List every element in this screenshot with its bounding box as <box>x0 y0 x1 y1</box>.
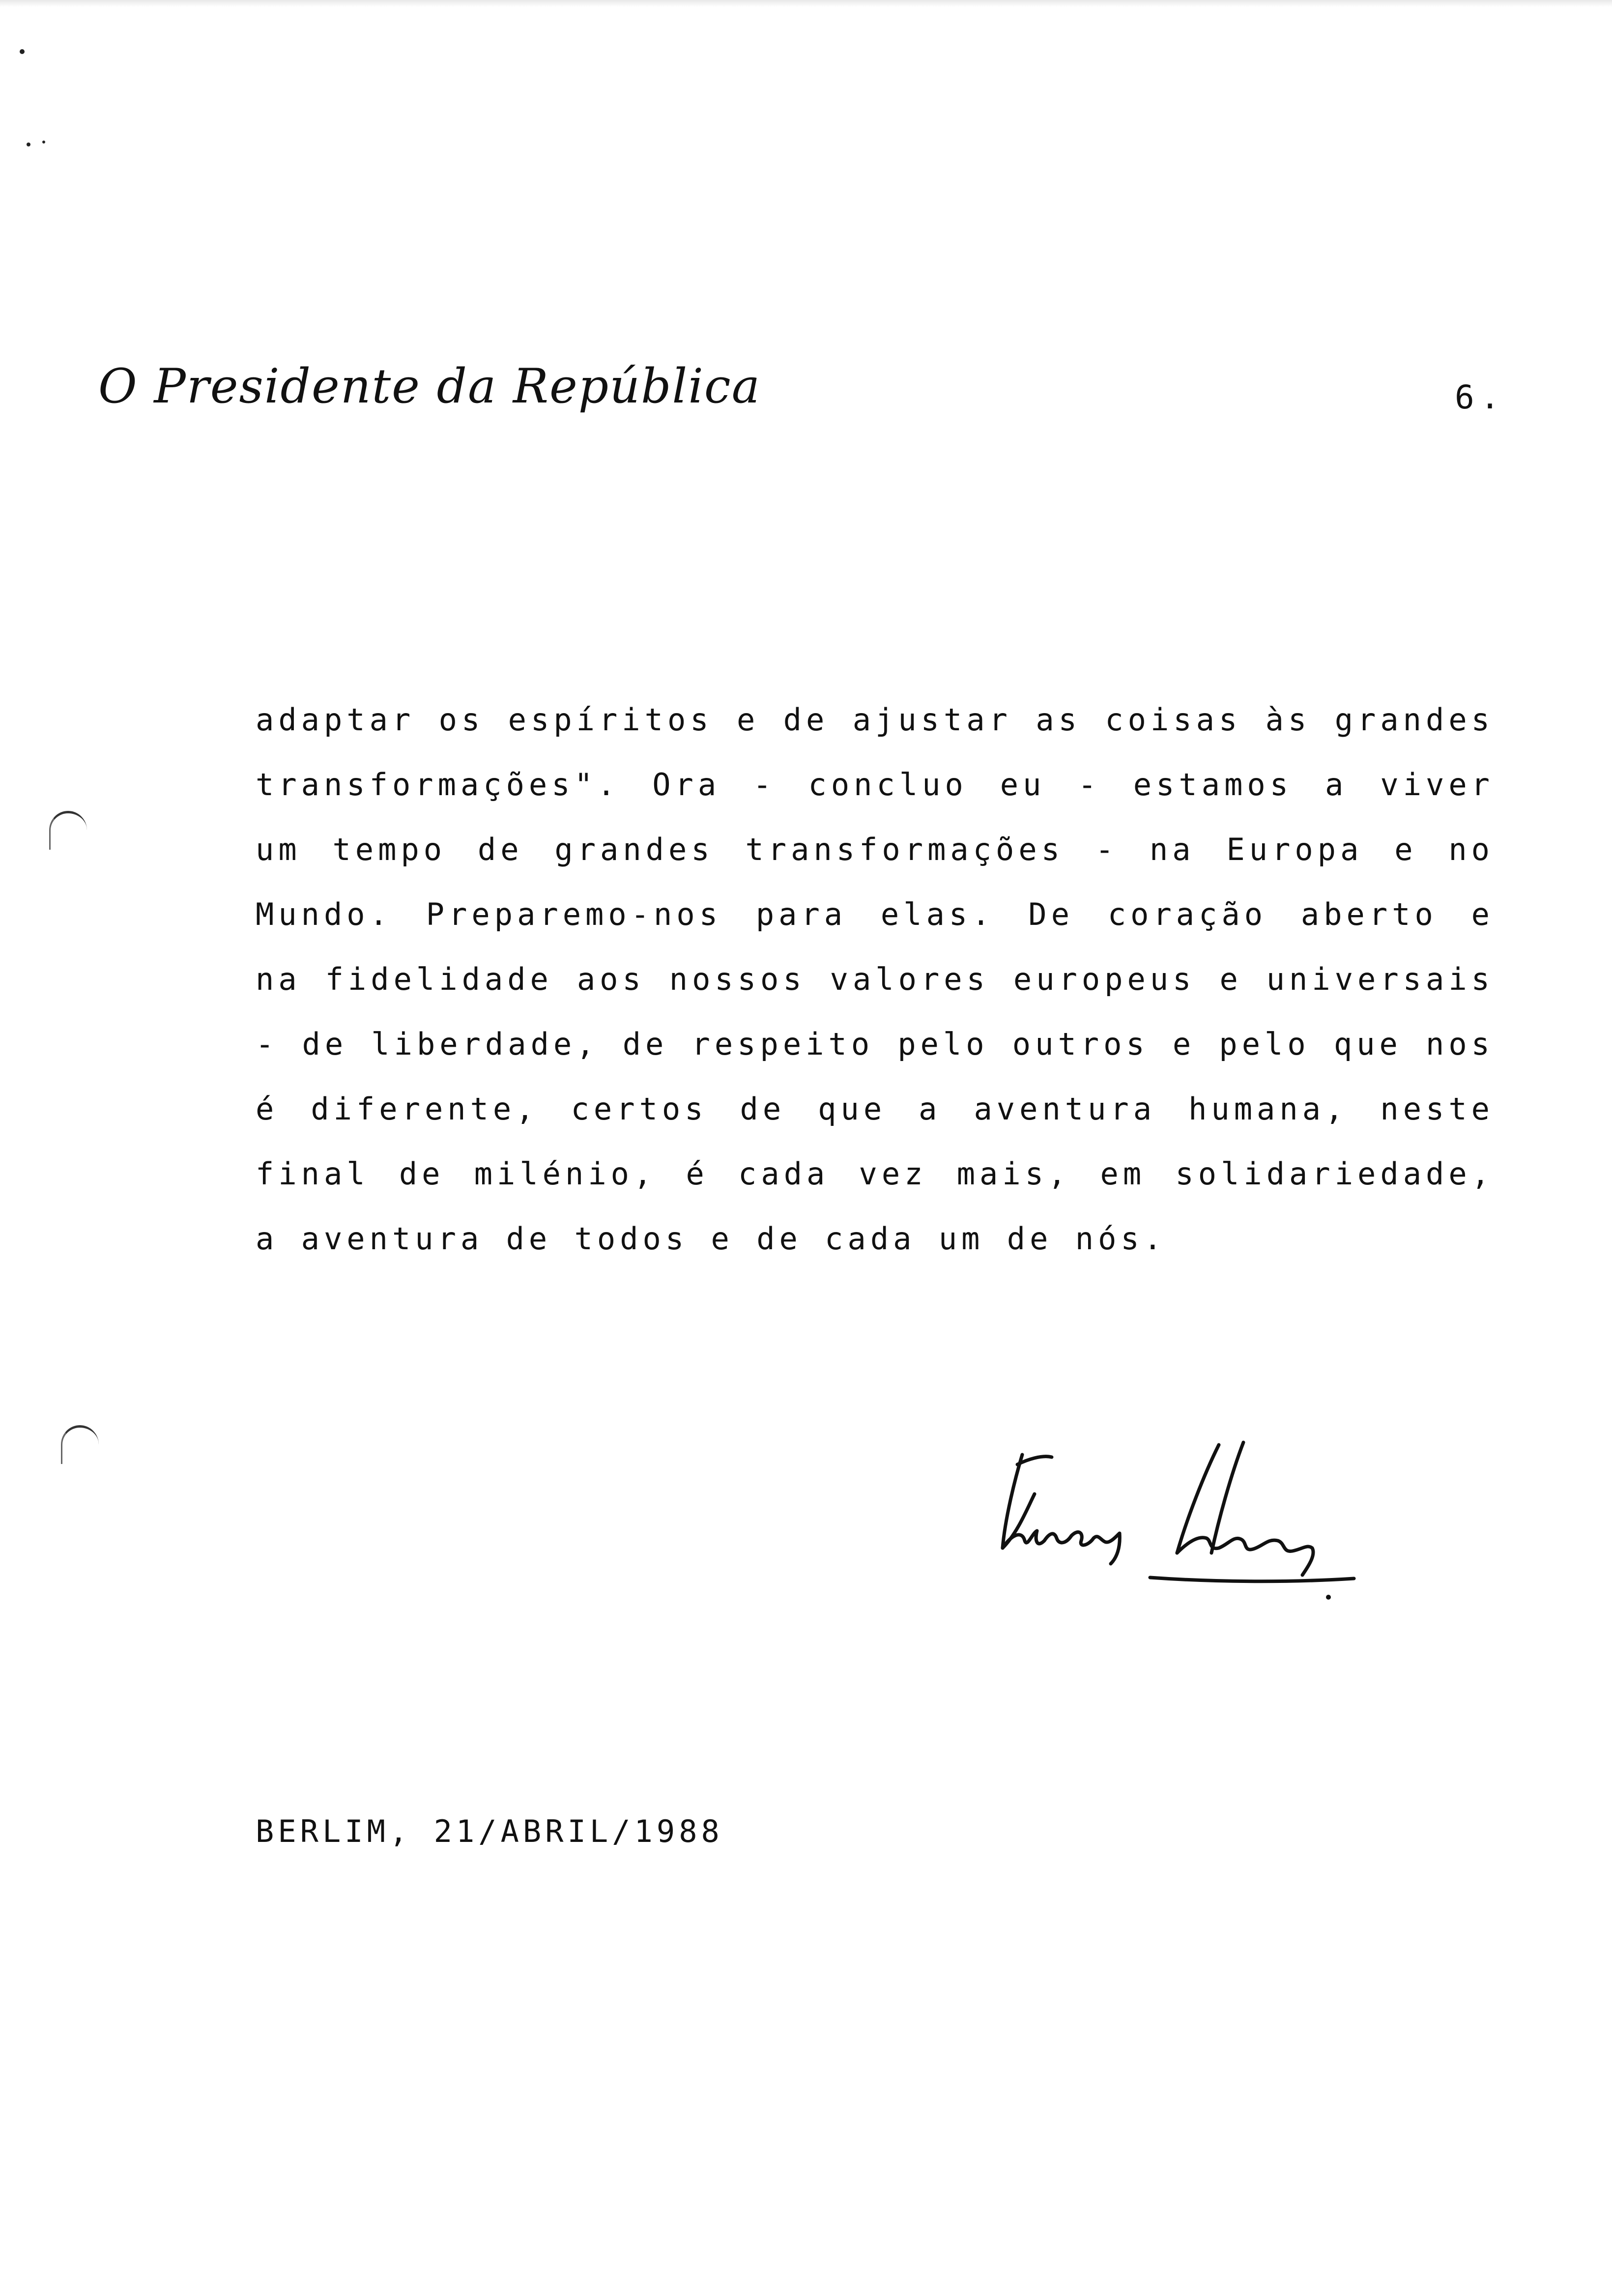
body-line: Mundo. Preparemo-nos para elas. De coração aberto e <box>256 896 1494 932</box>
body-line: na fidelidade aos nossos valores europeus e universais <box>256 961 1494 997</box>
handwritten-signature <box>988 1435 1361 1602</box>
letterhead-title: O Presidente da República <box>98 359 761 414</box>
scan-edge-shadow <box>0 0 1612 7</box>
punch-hole-mark <box>61 1425 99 1464</box>
body-line: transformações". Ora - concluo eu - estamos a viver <box>256 767 1494 803</box>
scan-speck <box>42 141 45 144</box>
page-number: 6. <box>1455 378 1506 416</box>
scan-speck <box>20 49 25 54</box>
body-line: - de liberdade, de respeito pelo outros e pelo que nos <box>256 1026 1494 1062</box>
body-line: é diferente, certos de que a aventura humana, neste <box>256 1091 1494 1127</box>
place-and-date: BERLIM, 21/ABRIL/1988 <box>256 1813 723 1849</box>
punch-hole-mark <box>49 811 87 850</box>
scan-speck <box>27 143 30 146</box>
body-line: final de milénio, é cada vez mais, em solidariedade, <box>256 1156 1494 1192</box>
letter-body <box>256 698 1494 1282</box>
body-line: a aventura de todos e de cada um de nós. <box>256 1221 1167 1257</box>
body-line: um tempo de grandes transformações - na Europa e no <box>256 832 1494 867</box>
body-line: adaptar os espíritos e de ajustar as coisas às grandes <box>256 702 1494 738</box>
